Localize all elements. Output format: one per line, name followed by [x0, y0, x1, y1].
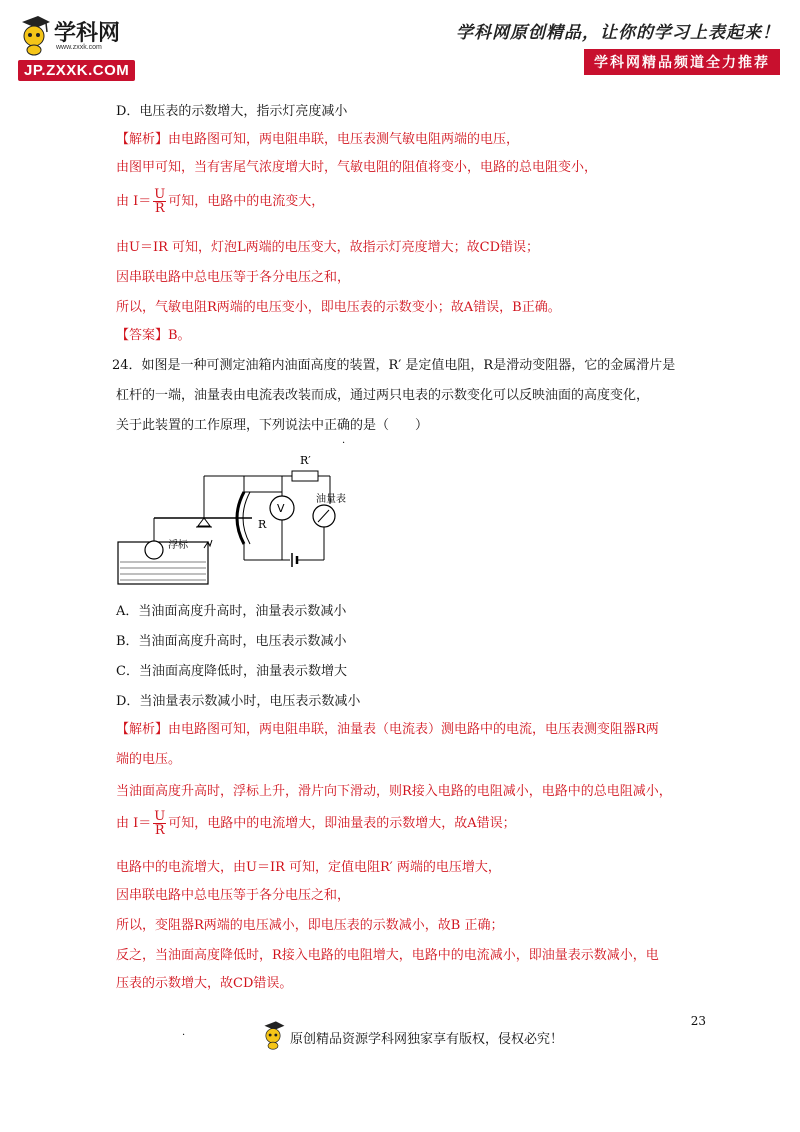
mascot-icon	[16, 14, 52, 56]
q24-stem-line-2: 杠杆的一端，油量表由电流表改装而成，通过两只电表的示数变化可以反映油面的高度变化，	[116, 388, 650, 403]
q23-analysis-line-2: 由图甲可知，当有害尾气浓度增大时，气敏电阻的阻值将变小，电路的总电阻变小，	[116, 160, 598, 175]
float-label: 浮标	[168, 540, 188, 551]
q24-analysis-line-7: 所以，变阻器R两端的电压减小，即电压表的示数减小，故B 正确；	[116, 918, 504, 933]
q24-analysis-line-1	[116, 718, 659, 737]
q24-analysis-line-2: 端的电压。	[116, 752, 182, 767]
q24-analysis-line-6: 因串联电路中总电压等于各分电压之和，	[116, 888, 351, 903]
formula-suffix: 可知，电路中的电流增大，即油量表的示数增大，故A错误；	[168, 816, 516, 831]
q24-analysis-text-1: 由电路图可知，两电阻串联，油量表（电流表）测电路中的电流，电压表测变阻器R两	[168, 722, 659, 737]
page-number: 23	[690, 1014, 706, 1028]
q24-option-a: A．当油面高度升高时，油量表示数减小	[116, 604, 347, 619]
fixed-resistor-label: R′	[300, 454, 311, 467]
ohms-law-fraction	[153, 810, 166, 837]
oil-hatching	[120, 562, 206, 580]
formula-suffix: 可知，电路中的电流变大，	[168, 194, 325, 209]
float-ball	[145, 541, 163, 559]
q24-analysis-line-5: 电路中的电流增大，由U＝IR 可知，定值电阻R′ 两端的电压增大，	[116, 860, 501, 875]
q24-option-b: B．当油面高度升高时，电压表示数减小	[116, 634, 347, 649]
url-badge[interactable]: JP.ZXXK.COM	[18, 60, 135, 81]
analysis-tag: 【解析】	[116, 132, 169, 147]
rheostat-label: R	[258, 518, 267, 531]
pivot	[198, 518, 210, 526]
q24-analysis-line-3: 当油面高度升高时，浮标上升，滑片向下滑动，则R接入电路的电阻减小，电路中的总电阻减小，	[116, 784, 672, 799]
voltmeter-label: V	[277, 502, 285, 515]
fixed-resistor	[292, 471, 318, 481]
brand-name: 学科网	[54, 20, 121, 45]
fraction-denominator: R	[154, 823, 165, 838]
q24-option-d: D．当油量表示数减小时，电压表示数减小	[116, 694, 361, 709]
q24-stem-line-3: 关于此装置的工作原理，下列说法中正确的是（ ）	[116, 418, 429, 433]
q24-option-c: C．当油面高度降低时，油量表示数增大	[116, 664, 347, 679]
stray-dot: ·	[182, 1030, 186, 1041]
q23-analysis-line-1	[116, 128, 519, 147]
brand-sub: www.zxxk.com	[56, 44, 102, 51]
fraction-numerator: U	[154, 187, 166, 202]
oil-gauge-label: 油量表	[316, 494, 346, 505]
q23-analysis-text-1: 由电路图可知，两电阻串联，电压表测气敏电阻两端的电压，	[168, 132, 520, 147]
ohms-law-fraction	[153, 188, 166, 215]
q23-analysis-line-6: 所以，气敏电阻R两端的电压变小，即电压表的示数变小；故A错误，B正确。	[116, 300, 561, 315]
fraction-denominator: R	[154, 201, 165, 216]
copyright-text: 原创精品资源学科网独家享有版权，侵权必究！	[290, 1032, 564, 1047]
mascot-icon	[260, 1020, 286, 1050]
fraction-numerator: U	[154, 809, 166, 824]
stray-dot: ·	[342, 438, 346, 449]
q23-analysis-line-3	[116, 188, 324, 215]
circuit-svg	[112, 450, 352, 590]
formula-prefix: 由 I＝	[116, 816, 152, 831]
header-slogan	[456, 18, 780, 75]
q23-answer: 【答案】B。	[116, 328, 191, 343]
slogan-text: 学科网原创精品，让你的学习上表起来！	[456, 23, 780, 43]
footer-copyright	[260, 1020, 564, 1054]
formula-prefix: 由 I＝	[116, 194, 152, 209]
oil-level-circuit-diagram	[112, 450, 352, 594]
q24-analysis-line-8: 反之，当油面高度降低时，R接入电路的电阻增大，电路中的电流减小，即油量表示数减小，电	[116, 948, 659, 963]
q24-analysis-line-9: 压表的示数增大，故CD错误。	[116, 976, 293, 991]
q24-stem-line-1: 24．如图是一种可测定油箱内油面高度的装置，R′ 是定值电阻，R是滑动变阻器，它的金属滑片是	[112, 358, 676, 373]
q24-analysis-line-4	[116, 810, 516, 837]
channel-banner[interactable]: 学科网精品频道全力推荐	[584, 49, 780, 75]
q23-option-d: D．电压表的示数增大，指示灯亮度减小	[116, 104, 348, 119]
analysis-tag: 【解析】	[116, 722, 169, 737]
q23-analysis-line-5: 因串联电路中总电压等于各分电压之和，	[116, 270, 351, 285]
q23-analysis-line-4: 由U＝IR 可知，灯泡L两端的电压变大，故指示灯亮度增大；故CD错误；	[116, 240, 540, 255]
